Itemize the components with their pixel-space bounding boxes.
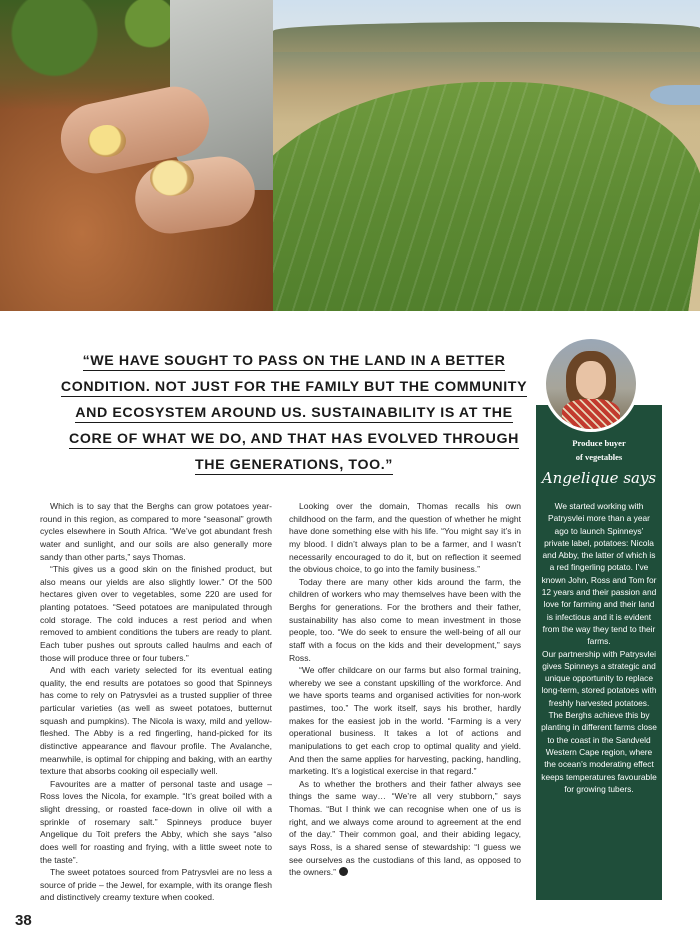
sidebar-says-heading: Angelique says [541,469,657,487]
quote-line: THE GENERATIONS, TOO.” [195,457,393,473]
quote-line: “WE HAVE SOUGHT TO PASS ON THE LAND IN A BETTER [82,353,506,369]
cut-potato [88,125,126,157]
sidebar-paragraph: Our partnership with Patrysvlei gives Spinneys a strategic and unique opportunity to replace long-term, stored potatoes with freshly harvested potatoes. The Berghs achieve this by planting in different farms close to the coast in the Sandveld Western Cape region, where the ocean’s moderating effect keeps temperatures favourable for growing tubers. [541,648,657,794]
sidebar-paragraph: We started working with Patrysvlei more than a year ago to launch Spinneys’ private label, potatoes: Nicola and Abby, the latter of which is a red fingerling potato. I’ve known John, Ross and Tom for 12 years and their passion and love for farming and their land is infectious and it is evident from the way they tend to their farms. [541,501,657,647]
paragraph [289,778,521,879]
pivot-field [273,82,700,311]
hand [131,152,260,238]
article-column-2 [289,500,521,879]
hills [273,22,700,52]
quote-line: CONDITION. NOT JUST FOR THE FAMILY BUT THE COMMUNITY [60,379,528,395]
paragraph: Which is to say that the Berghs can grow potatoes year-round in this region, as compared to more “seasonal” growth cycles elsewhere in South Africa. “We’ve got abundant fresh water and sunlight, and our soils are also generally more sandy than other parts,” says Thomas. [40,501,272,562]
quote-line: CORE OF WHAT WE DO, AND THAT HAS EVOLVED THROUGH [69,431,519,447]
paragraph-text: As to whether the brothers and their father always see things the same way… “We’re all very stubborn,” says Thomas. “But I think we can recognise when one of us is right, and we always come around to agreement at the end of the day.” Their common goal, and their abiding legacy, says Ross, is a shared sense of stewardship: “I guess we see ourselves as the custodians of this land, as opposed to the owners.” [289,778,521,878]
paragraph: “We offer childcare on our farms but also formal training, whereby we see a constant upskilling of the workforce. And we have sports teams and organised activities for non-work pastimes, too.” The work itself, says his brother, hardly makes for the easiest job in the world. “Farming is a very operational business. It takes a lot of actions and manipulations to get each crop to optimal quality and yield. And then the same applies for harvesting, packing, handling, marketing. It’s a logistical exercise in that regard.” [289,665,521,777]
article-column-1 [40,500,272,904]
sidebar-role [536,436,662,464]
paragraph: The sweet potatoes sourced from Patrysvlei are no less a source of pride – the Jewel, for example, with its orange flesh and distinctively creamy texture when cooked. [40,867,272,903]
potato-hands-photo [0,0,273,311]
role-line: Produce buyer [572,438,626,448]
avatar [546,339,636,429]
paragraph: Today there are many other kids around the farm, the children of workers who may themselves have been with the Berghs for generations. For the brothers and their father, sustainability has also come to mean investment in those people, too. “We do seek to ensure the well-being of all our staff with a focus on the kids and their development,” says Ross. [289,576,521,663]
cut-potato [150,160,194,196]
sidebar-body [541,500,657,795]
aerial-field-photo [273,0,700,311]
role-line: of vegetables [575,452,623,462]
pull-quote [50,348,538,478]
quote-line: AND ECOSYSTEM AROUND US. SUSTAINABILITY IS AT THE [75,405,513,421]
end-mark-icon [339,867,348,876]
paragraph: Favourites are a matter of personal taste and usage – Ross loves the Nicola, for example. “It’s great boiled with a slight dressing, or roasted face-down in olive oil with a sprinkle of rosemary salt.” Spinneys produce buyer Angelique du Toit prefers the Abby, which she says “also does well for roasting and frying, with a little sweet note to the taste”. [40,778,272,865]
paragraph: And with each variety selected for its eventual eating quality, the end results are potatoes so good that Spinneys has come to rely on Patrysvlei as a trusted supplier of three particular varieties (as well as sweet potatoes, butternut squash and pumpkins). The Nicola is waxy, mild and yellow-fleshed. The Abby is a red fingerling, hand-picked for its distinctive appearance and flavour profile. The Avalanche, meanwhile, is optimal for chipping and baking, with an earthy texture that absorbs cooking oil especially well. [40,665,272,777]
water [650,85,700,105]
page-number: 38 [15,912,32,929]
paragraph: Looking over the domain, Thomas recalls his own childhood on the farm, and the question of whether he might have done something else with his life. “You might say it’s in my blood. I didn’t always plan to be a farmer, and I wasn’t necessarily encouraged to do it, but on reflection it seemed the obvious choice, to go into the family business.” [289,501,521,575]
paragraph: “This gives us a good skin on the finished product, but also means our yields are also slightly lower.” Of the 500 hectares given over to vegetables, some 220 are used for planting potatoes. “Seed potatoes are manipulated through cold storage. The cold induces a rest period and when removed to ambient conditions the tubers are ready to plant. Each tuber pushes out sprouts called haulms and each of those will produce three or four tubers.” [40,564,272,663]
